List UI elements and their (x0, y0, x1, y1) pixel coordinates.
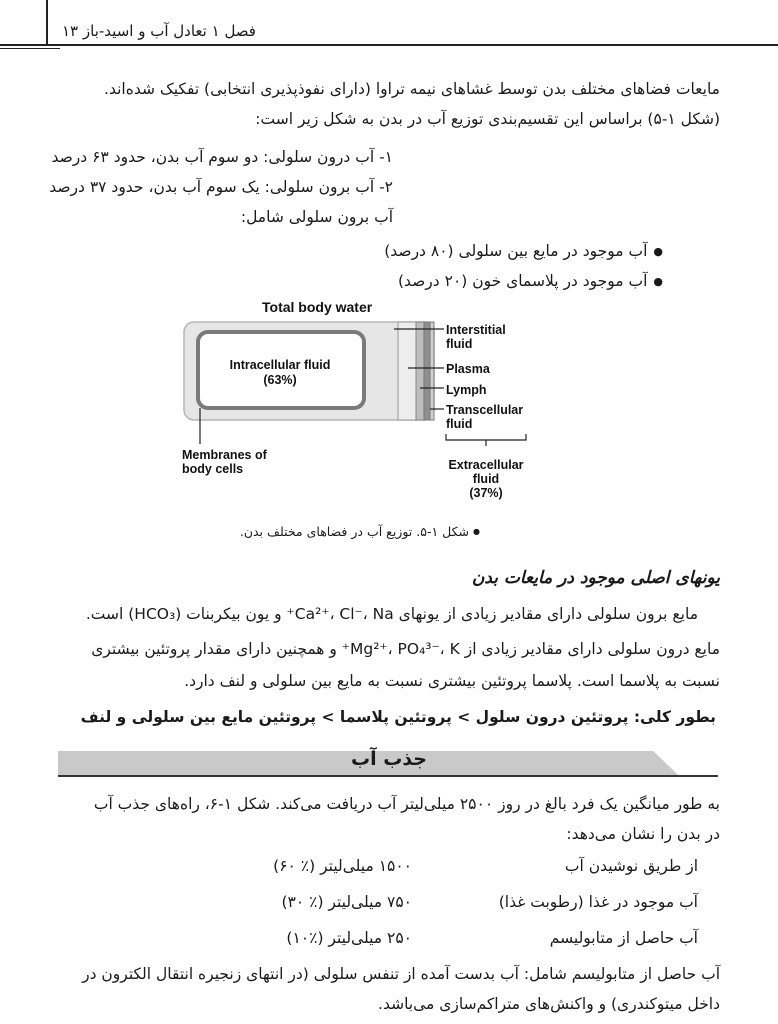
list-item-icf: ۱- آب درون سلولی: دو سوم آب بدن، حدود ۶۳ درصد (51, 148, 393, 166)
ions-paragraph-2a: مایع درون سلولی دارای مقادیر زیادی از Mg²⁺، PO₄³⁻، K⁺ و همچنین دارای مقدار پروتئین بیشتری (91, 640, 720, 658)
header-vertical-rule (46, 0, 48, 44)
transcellular-label: Transcellular (446, 403, 524, 417)
intake-row-label: آب حاصل از متابولیسم (549, 929, 698, 947)
transcellular-compartment (430, 322, 434, 420)
list-item-ecf: ۲- آب برون سلولی: یک سوم آب بدن، حدود ۳۷ درصد (49, 178, 393, 196)
membranes-label: Membranes of (182, 448, 267, 462)
section-title: جذب آب (351, 748, 427, 770)
intake-row-label: از طریق نوشیدن آب (564, 857, 698, 875)
header-rule-short (0, 48, 60, 49)
intake-row-value: ۲۵۰ میلی‌لیتر (٪۱۰) (286, 929, 412, 947)
intake-row-value: ۱۵۰۰ میلی‌لیتر (٪ ۶۰) (273, 857, 412, 875)
absorption-paragraph-1a: به طور میانگین یک فرد بالغ در روز ۲۵۰۰ میلی‌لیتر آب دریافت می‌کند. شکل ۱-۶، راه‌های جذب آب (93, 795, 720, 813)
running-header: فصل ۱ تعادل آب و اسید-باز ۱۳ (62, 22, 256, 40)
absorption-paragraph-1b: در بدن را نشان می‌دهد: (566, 825, 720, 843)
transcellular-label-2: fluid (446, 417, 473, 431)
intro-line-1: مایعات فضاهای مختلف بدن توسط غشاهای نیمه تراوا (دارای نفوذپذیری انتخابی) تفکیک شده‌اند. (104, 80, 720, 98)
interstitial-label-2: fluid (446, 337, 473, 351)
plasma-label: Plasma (446, 362, 490, 376)
bullet-plasma: ● آب موجود در پلاسمای خون (۲۰ درصد) (398, 272, 663, 290)
ions-paragraph-2b: نسبت به پلاسما است. پلاسما پروتئین بیشتری نسبت به مایع بین سلولی و لنف دارد. (184, 672, 720, 690)
intake-row-label: آب موجود در غذا (رطوبت غذا) (498, 893, 698, 911)
intake-row-value: ۷۵۰ میلی‌لیتر (٪ ۳۰) (281, 893, 412, 911)
figure-title: Total body water (262, 299, 373, 315)
ecf-label-2: fluid (472, 472, 500, 486)
icf-percent: (63%) (263, 373, 297, 387)
interstitial-label: Interstitial (446, 323, 506, 337)
ecf-bracket (446, 434, 526, 446)
protein-summary: بطور کلی: پروتئین درون سلول > پروتئین پلاسما > پروتئین مایع بین سلولی و لنف (80, 708, 716, 726)
membranes-label-2: body cells (182, 462, 244, 476)
bullet-interstitial: ● آب موجود در مایع بین سلولی (۸۰ درصد) (384, 242, 663, 260)
absorption-paragraph-2a: آب حاصل از متابولیسم شامل: آب بدست آمده از تنفس سلولی (در انتهای زنجیره انتقال الکترون در (82, 965, 720, 983)
header-rule (0, 44, 778, 46)
section-underline (58, 775, 718, 777)
figure-caption: ● شکل ۱-۵. توزیع آب در فضاهای مختلف بدن. (240, 524, 480, 539)
ions-heading: یونهای اصلی موجود در مایعات بدن (471, 568, 720, 588)
interstitial-compartment (398, 322, 416, 420)
icf-label: Intracellular fluid (229, 358, 331, 372)
ecf-percent: (37%) (469, 486, 503, 500)
lymph-compartment (424, 322, 430, 420)
ions-paragraph-1: مایع برون سلولی دارای مقادیر زیادی از یونهای Ca²⁺، Cl⁻، Na⁺ و یون بیکربنات (HCO₃) است. (85, 605, 698, 623)
ecf-intro: آب برون سلولی شامل: (240, 208, 393, 226)
lymph-label: Lymph (446, 383, 487, 397)
intro-line-2: (شکل ۱-۵) براساس این تقسیم‌بندی توزیع آب در بدن به شکل زیر است: (255, 110, 720, 128)
ecf-label: Extracellular (448, 458, 524, 472)
body-water-figure (180, 296, 550, 508)
absorption-paragraph-2b: داخل میتوکندری) و واکنش‌های متراکم‌سازی می‌باشد. (378, 995, 720, 1013)
plasma-compartment (416, 322, 424, 420)
